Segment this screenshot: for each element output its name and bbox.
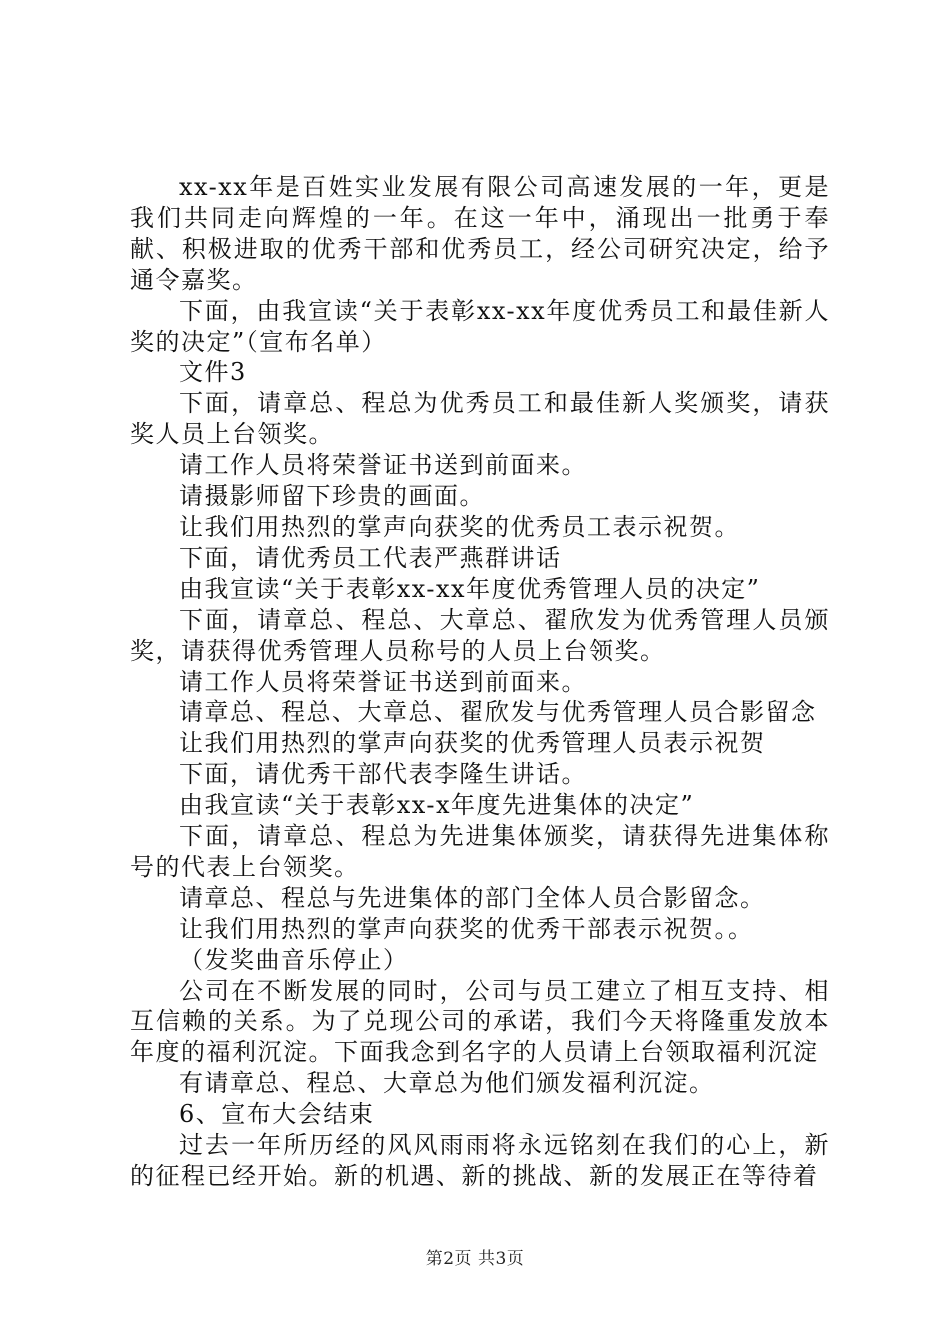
paragraph-15: 由我宣读“关于表彰xx-x年度先进集体的决定” <box>179 791 695 820</box>
paragraph-18: 让我们用热烈的掌声向获奖的优秀干部表示祝贺。。 <box>179 914 754 943</box>
paragraph-6: 请摄影师留下珍贵的画面。 <box>179 482 485 511</box>
paragraph-5: 请工作人员将荣誉证书送到前面来。 <box>179 451 587 480</box>
paragraph-20: 公司在不断发展的同时，公司与员工建立了相互支持、相互信赖的关系。为了兑现公司的承诺，我们今天将隆重发放本年度的福利沉淀。下面我念到名字的人员请上台领取福利沉淀 <box>130 976 830 1067</box>
paragraph-14: 下面，请优秀干部代表李隆生讲话。 <box>179 760 587 789</box>
paragraph-3: 文件3 <box>179 358 247 387</box>
document-body <box>130 172 830 1192</box>
paragraph-12: 请章总、程总、大章总、翟欣发与优秀管理人员合影留念 <box>179 698 817 727</box>
paragraph-13: 让我们用热烈的掌声向获奖的优秀管理人员表示祝贺 <box>179 729 766 758</box>
paragraph-10: 下面，请章总、程总、大章总、翟欣发为优秀管理人员颁奖，请获得优秀管理人员称号的人员上台领奖。 <box>130 605 830 665</box>
section-heading: 6、宣布大会结束 <box>179 1100 375 1129</box>
paragraph-23: 过去一年所历经的风风雨雨将永远铭刻在我们的心上，新的征程已经开始。新的机遇、新的挑战、新的发展正在等待着 <box>130 1131 830 1190</box>
paragraph-4: 下面，请章总、程总为优秀员工和最佳新人奖颁奖，请获奖人员上台领奖。 <box>130 389 830 449</box>
paragraph-1: xx-xx年是百姓实业发展有限公司高速发展的一年，更是我们共同走向辉煌的一年。在这一年中，涌现出一批勇于奉献、积极进取的优秀干部和优秀员工，经公司研究决定，给予通令嘉奖。 <box>130 173 830 294</box>
paragraph-19: （发奖曲音乐停止） <box>179 945 409 974</box>
paragraph-9: 由我宣读“关于表彰xx-xx年度优秀管理人员的决定” <box>179 574 761 603</box>
paragraph-2: 下面，由我宣读“关于表彰xx-xx年度优秀员工和最佳新人奖的决定”（宣布名单） <box>130 296 830 356</box>
page-number: 第2页 共3页 <box>425 1249 525 1269</box>
paragraph-17: 请章总、程总与先进集体的部门全体人员合影留念。 <box>179 883 766 912</box>
paragraph-16: 下面，请章总、程总为先进集体颁奖，请获得先进集体称号的代表上台领奖。 <box>130 822 830 881</box>
paragraph-8: 下面，请优秀员工代表严燕群讲话 <box>179 543 562 572</box>
paragraph-11: 请工作人员将荣誉证书送到前面来。 <box>179 667 587 696</box>
paragraph-21: 有请章总、程总、大章总为他们颁发福利沉淀。 <box>179 1069 715 1098</box>
paragraph-7: 让我们用热烈的掌声向获奖的优秀员工表示祝贺。 <box>179 512 740 541</box>
